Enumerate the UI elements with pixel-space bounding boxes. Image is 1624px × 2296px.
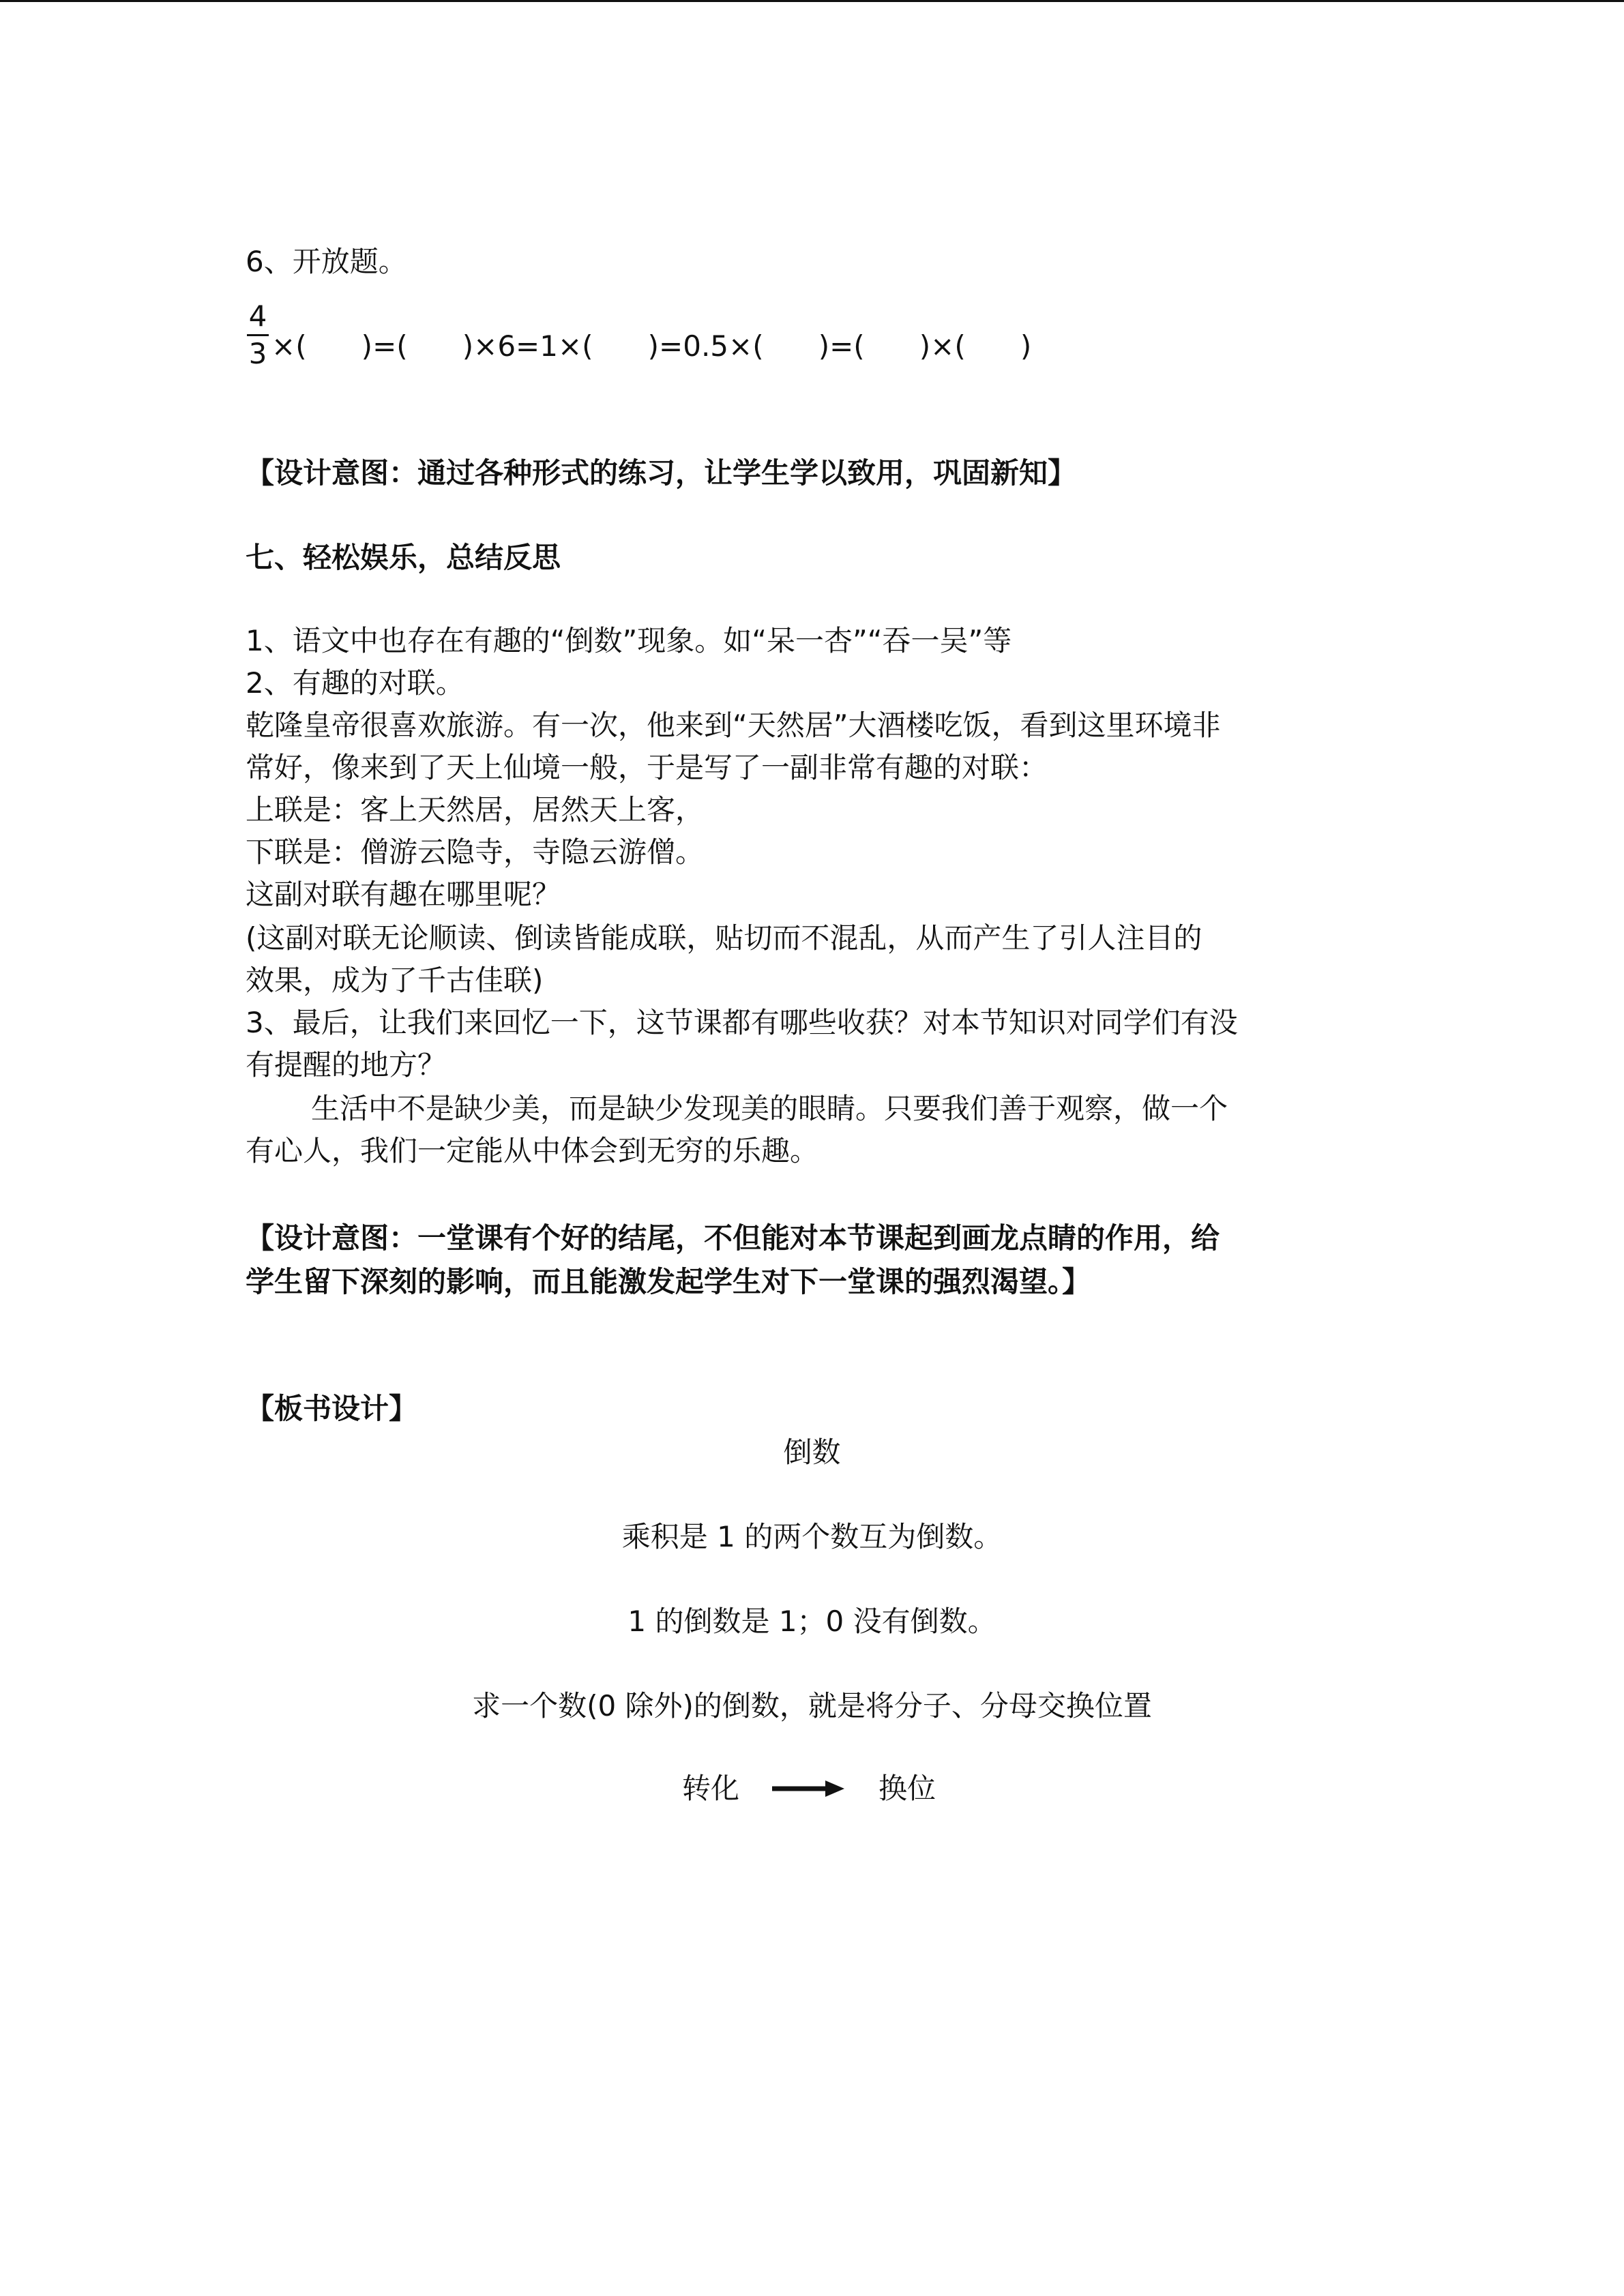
board-rule-3: 求一个数(0 除外)的倒数，就是将分子、分母交换位置 bbox=[472, 1689, 1152, 1723]
lower-couplet: 下联是：僧游云隐寺，寺隐云游僧。 bbox=[246, 835, 705, 869]
couplet-answer-line-1: (这副对联无论顺读、倒读皆能成联，贴切而不混乱，从而产生了引人注目的 bbox=[246, 921, 1202, 955]
paragraph-3-line-2: 常好，像来到了天上仙境一般，于是写了一副非常有趣的对联： bbox=[246, 751, 1048, 784]
board-rule-2: 1 的倒数是 1；0 没有倒数。 bbox=[628, 1605, 996, 1638]
couplet-answer-line-2: 效果，成为了千古佳联) bbox=[246, 964, 544, 997]
right-arrow-icon bbox=[771, 1776, 846, 1801]
flow-right-word: 换位 bbox=[879, 1772, 936, 1805]
upper-couplet: 上联是：客上天然居，居然天上客， bbox=[246, 793, 705, 826]
design-intent-1: 【设计意图：通过各种形式的练习，让学生学以致用，巩固新知】 bbox=[246, 456, 1077, 490]
section-7-title: 七、轻松娱乐，总结反思 bbox=[246, 541, 561, 574]
board-topic: 倒数 bbox=[783, 1435, 841, 1469]
board-flow bbox=[0, 1768, 1624, 1816]
board-rule-1: 乘积是 1 的两个数互为倒数。 bbox=[621, 1520, 1003, 1553]
paragraph-2: 2、有趣的对联。 bbox=[246, 666, 464, 700]
fraction-numerator: 4 bbox=[248, 299, 267, 333]
paragraph-4-line-1: 3、最后，让我们来回忆一下，这节课都有哪些收获？对本节知识对同学们有没 bbox=[246, 1006, 1238, 1039]
paragraph-5-line-2: 有心人，我们一定能从中体会到无穷的乐趣。 bbox=[246, 1134, 819, 1167]
flow-left-word: 转化 bbox=[682, 1772, 740, 1805]
page-top-border bbox=[0, 0, 1624, 2]
fraction-four-thirds bbox=[246, 300, 270, 372]
design-intent-2-line-1: 【设计意图：一堂课有个好的结尾，不但能对本节课起到画龙点睛的作用，给 bbox=[246, 1221, 1220, 1255]
open-equation: ×( )=( )×6=1×( )=0.5×( )=( )×( ) bbox=[271, 329, 1032, 363]
couplet-question: 这副对联有趣在哪里呢？ bbox=[246, 878, 561, 911]
fraction-bar bbox=[247, 334, 269, 336]
board-design-title: 【板书设计】 bbox=[246, 1392, 418, 1425]
paragraph-3-line-1: 乾隆皇帝很喜欢旅游。有一次，他来到“天然居”大酒楼吃饭，看到这里环境非 bbox=[246, 709, 1221, 742]
paragraph-5-line-1: 生活中不是缺少美，而是缺少发现美的眼睛。只要我们善于观察，做一个 bbox=[311, 1092, 1228, 1125]
fraction-denominator: 3 bbox=[248, 337, 267, 370]
item-6-title: 6、开放题。 bbox=[246, 245, 407, 278]
design-intent-2-line-2: 学生留下深刻的影响，而且能激发起学生对下一堂课的强烈渴望。】 bbox=[246, 1265, 1091, 1298]
paragraph-1: 1、语文中也存在有趣的“倒数”现象。如“呆一杏”“吞一吴”等 bbox=[246, 624, 1012, 657]
paragraph-4-line-2: 有提醒的地方？ bbox=[246, 1048, 447, 1082]
